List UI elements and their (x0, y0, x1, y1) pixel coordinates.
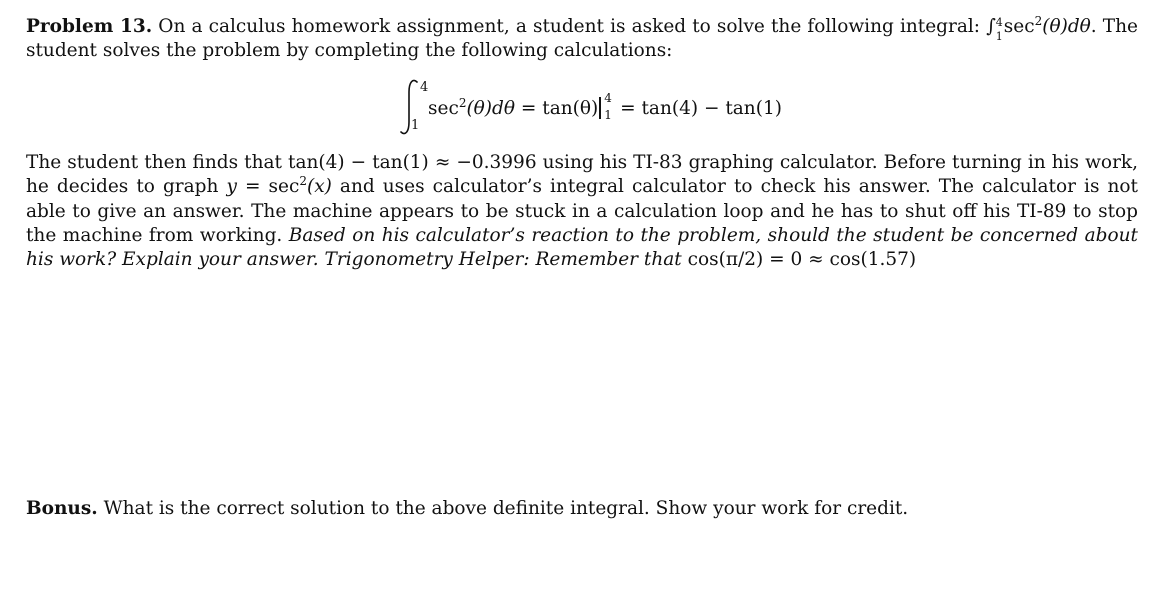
bonus-text: What is the correct solution to the above definite integral. Show your work for credit. (97, 498, 909, 519)
display-result: tan(4) − tan(1) (641, 98, 782, 119)
inline-differential: dθ (1067, 16, 1091, 37)
bonus-paragraph (26, 497, 1138, 521)
display-antiderivative: tan(θ) (542, 98, 599, 119)
display-equals-1: = (515, 98, 543, 119)
inline-integral: ∫ 4 1 $\sec^2(\theta)d\theta$ (986, 16, 1091, 37)
problem-body-paragraph (26, 151, 1138, 272)
graph-variable: y (226, 176, 237, 198)
trig-helper-math: cos(π/2) = 0 ≈ cos(1.57) (687, 249, 917, 271)
intro-text-1: On a calculus homework assignment, a student is asked to solve the following integral: (152, 16, 987, 37)
inline-integrand-arg: (θ) (1042, 16, 1068, 37)
display-equation (396, 78, 816, 138)
body-text-2: and uses calculator’s integral calculator to check his answer. The calculator is not able to give an answer. The machine appears to be stuck in a calculation loop and he has to shut off his TI-89 to stop the machine from working. (26, 176, 1138, 246)
graph-argument: (x) (307, 176, 332, 198)
display-equals-2: = (614, 98, 642, 119)
problem-intro-paragraph (26, 15, 1138, 64)
body-text-1: The student then finds that tan(4) − tan(1) ≈ −0.3996 using his TI-83 graphing calculator. Before turning in his work, he decides to graph (26, 152, 1138, 198)
trig-helper-label: Trigonometry Helper: Remember that (318, 249, 688, 271)
eval-upper: 4 (604, 91, 612, 105)
eval-lower: 1 (604, 108, 612, 122)
bonus-heading: Bonus. (26, 498, 98, 519)
inline-integral-lower: 1 (995, 30, 1003, 43)
display-equation-line (428, 91, 782, 122)
display-integral-upper: 4 (420, 80, 429, 95)
inline-integrand-power: 2 (1034, 13, 1043, 28)
graph-equation: = sec (236, 176, 300, 198)
inline-integrand: sec (1003, 16, 1035, 37)
problem-heading: Problem 13. (26, 16, 153, 37)
intro-text-2: . The student solves the problem by completing the following calculations: (26, 16, 1138, 62)
evaluation-bar (598, 91, 614, 122)
display-integrand-power: 2 (458, 95, 467, 110)
inline-integral-upper: 4 (995, 16, 1003, 29)
display-integrand-arg: (θ)dθ (466, 98, 516, 119)
body-question: Based on his calculator’s reaction to the problem, should the student be concerned about his work? Explain your answer. (26, 224, 1138, 271)
display-integrand-func: sec (428, 98, 459, 119)
graph-power: 2 (299, 174, 307, 189)
display-integral-lower: 1 (411, 118, 420, 133)
